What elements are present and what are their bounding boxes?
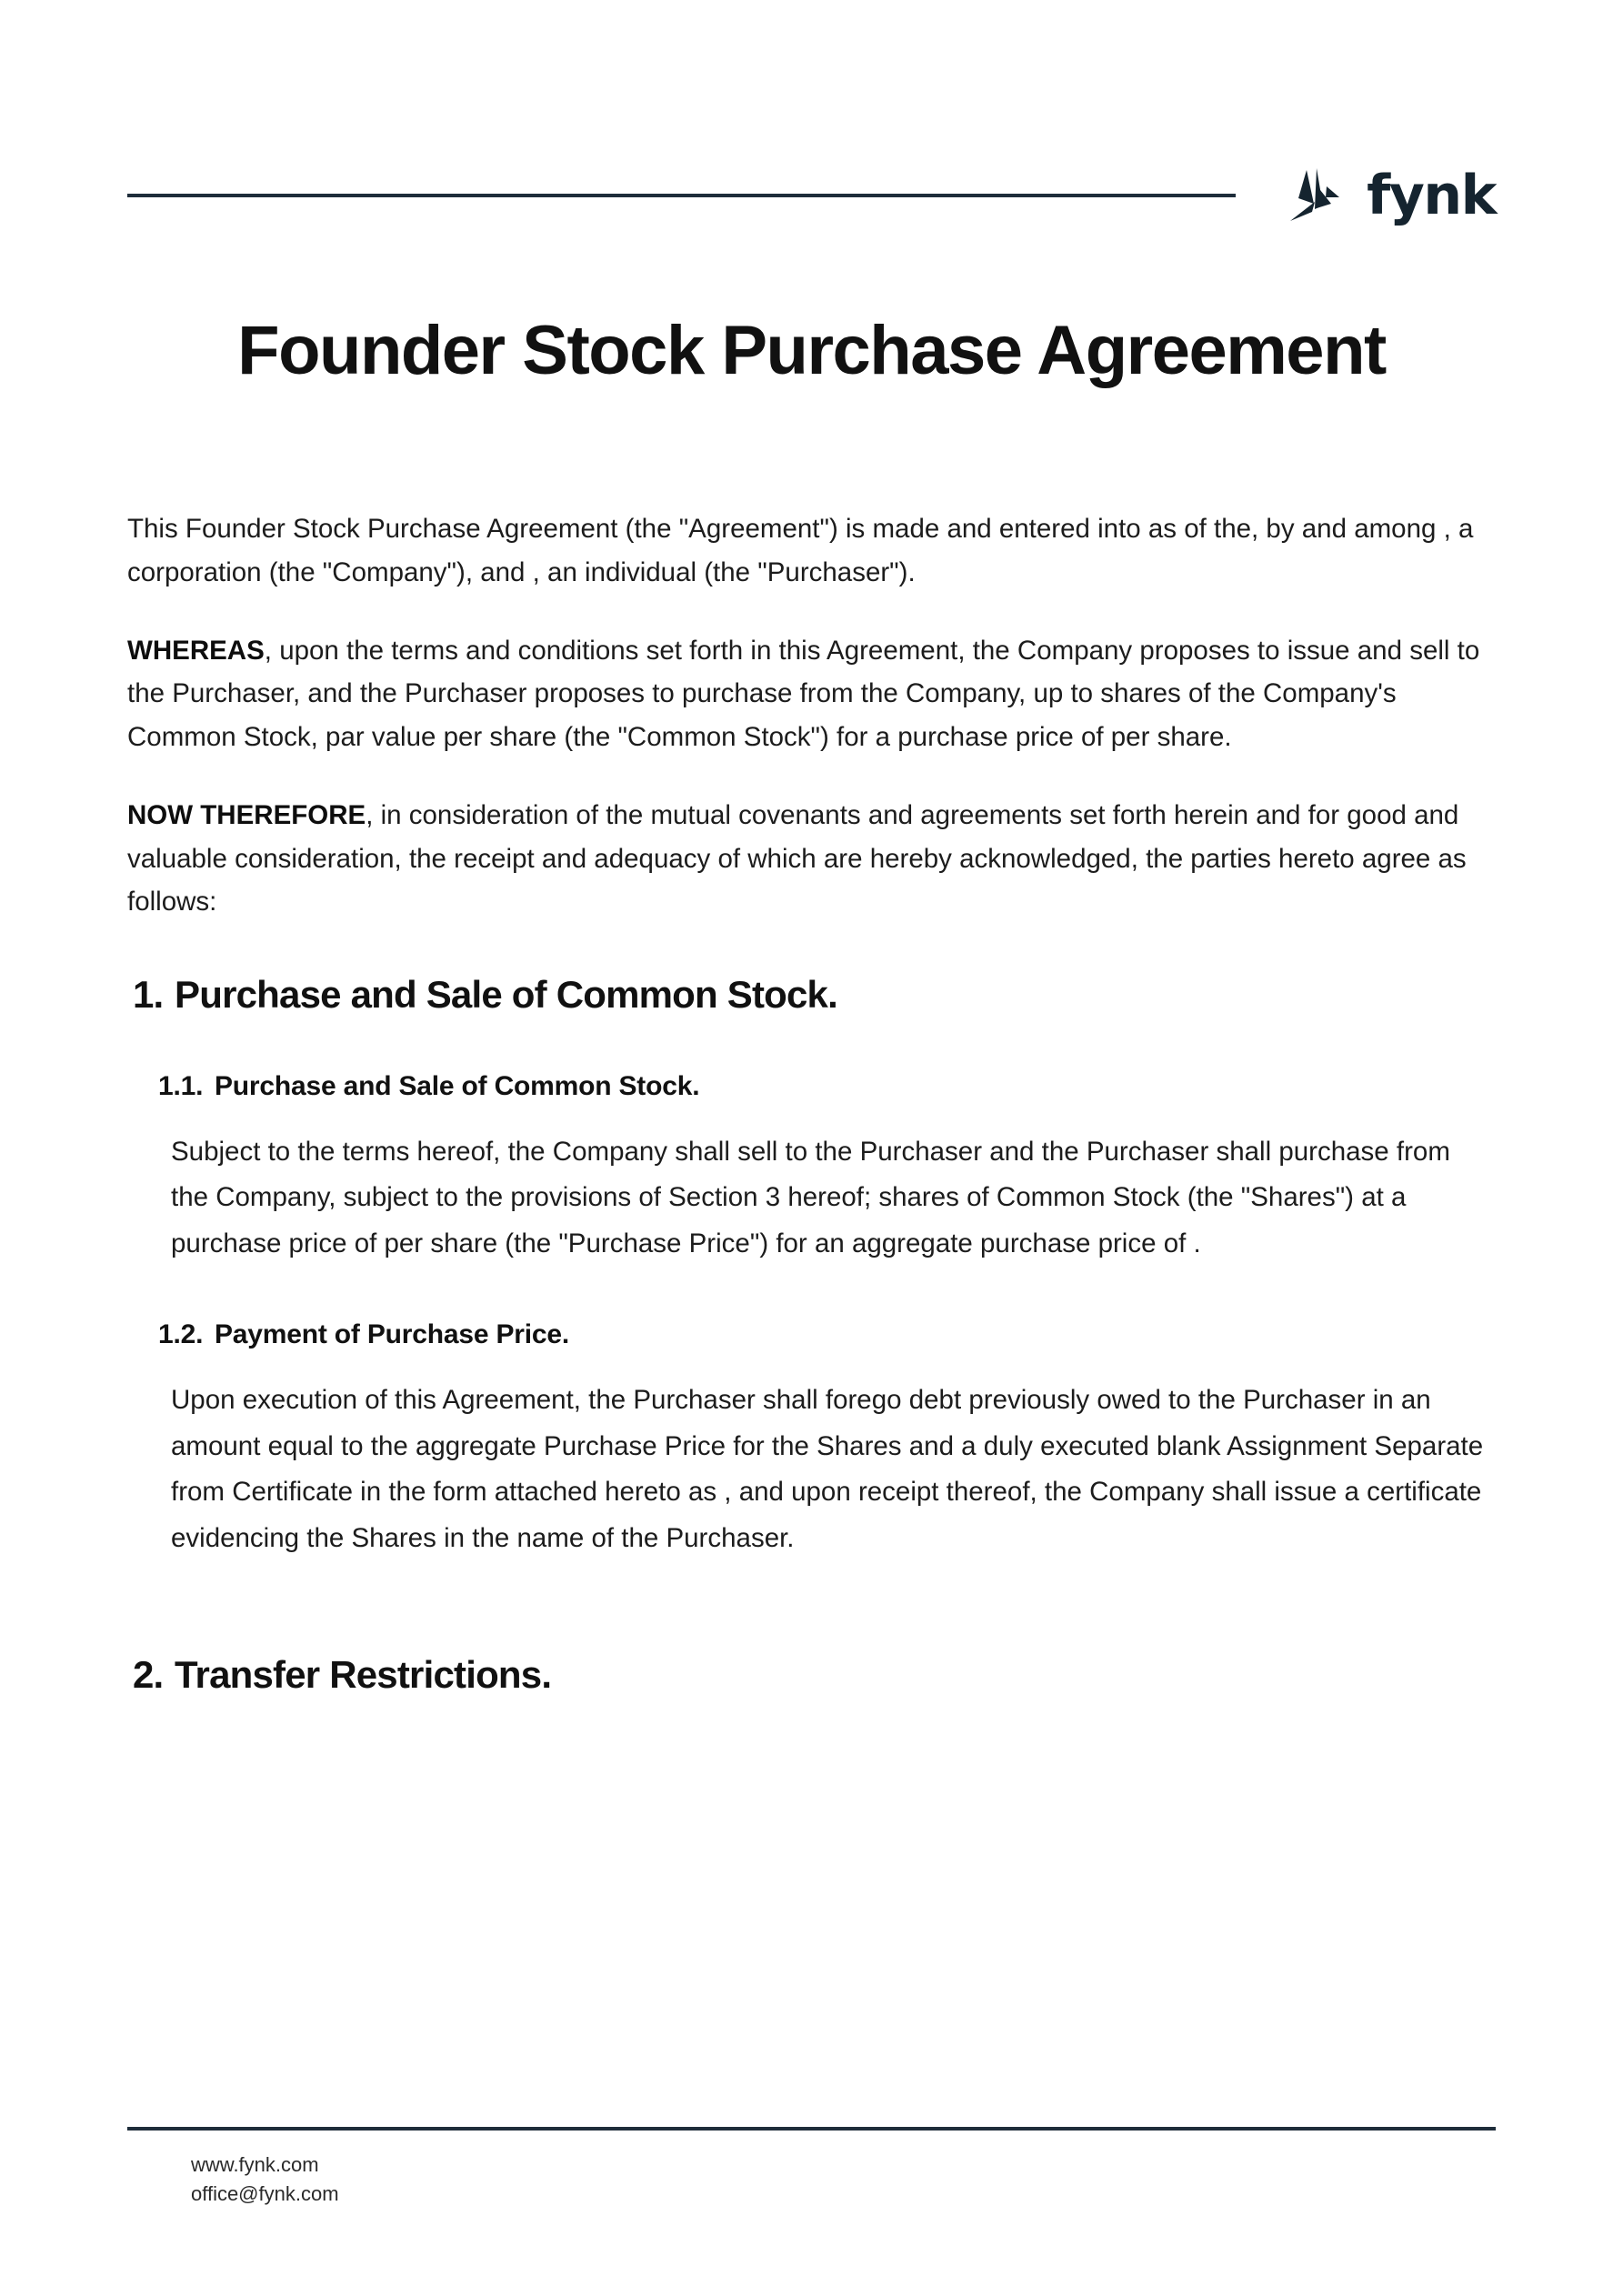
section-heading-1 [127,971,1496,1019]
section-title-1: Purchase and Sale of Common Stock. [175,973,837,1017]
subsection-title-1-1: Purchase and Sale of Common Stock. [215,1070,700,1101]
brand-logo [1287,164,1496,227]
now-therefore-paragraph [127,794,1496,924]
section-number-1: 1. [133,973,164,1017]
page-header [127,145,1496,246]
subsection-heading-1-1 [127,1068,1496,1104]
section-title-2: Transfer Restrictions. [175,1652,552,1696]
subsection-number-1-1: 1.1. [158,1070,204,1101]
whereas-text: , upon the terms and conditions set forth in this Agreement, the Company proposes to issue and sell to the Purchaser, and the Purchaser proposes to purchase from the Company, up to shares of the Company's Common Stock, par value per share (the "Common Stock") for a purchase price of per share. [127,635,1480,753]
footer-contact-block [127,2131,1496,2209]
subsection-body-1-2: Upon execution of this Agreement, the Purchaser shall forego debt previously owed to the Purchaser in an amount equal to the aggregate Purchase Price for the Shares and a duly executed blank Assignment Separate from Certificate in the form attached hereto as , and upon receipt thereof, the Company shall issue a certificate evidencing the Shares in the name of the Purchaser. [171,1384,1484,1554]
section-number-2: 2. [133,1652,164,1696]
preamble-paragraph [127,507,1496,595]
footer-website: www.fynk.com [191,2153,319,2177]
page-footer [127,2127,1496,2209]
preamble-text: This Founder Stock Purchase Agreement (the "Agreement") is made and entered into as of the, by and among , a corporation (the "Company"), and , an individual (the "Purchaser"). [127,514,1474,587]
footer-email: office@fynk.com [191,2182,339,2206]
document-title: Founder Stock Purchase Agreement [237,312,1386,389]
section-heading-2 [127,1651,1496,1699]
section-spacer [127,1562,1496,1604]
subsection-heading-1-2 [127,1317,1496,1352]
header-divider-rule [127,194,1236,197]
whereas-paragraph [127,629,1496,759]
subsection-body-1-1: Subject to the terms hereof, the Company shall sell to the Purchaser and the Purchaser shall purchase from the Company, subject to the provisions of Section 3 hereof; shares of Common Stock (the "Shares") at a purchase price of per share (the "Purchase Price") for an aggregate purchase price of . [171,1136,1450,1259]
now-therefore-text: , in consideration of the mutual covenants and agreements set forth herein and for good and valuable consideration, the receipt and adequacy of which are hereby acknowledged, the parties hereto agree as follows: [127,799,1467,917]
fynk-bird-logo-icon [1287,167,1352,224]
subsection-number-1-2: 1.2. [158,1318,204,1349]
document-body [127,507,1496,1699]
brand-wordmark: fynk [1367,164,1496,227]
now-therefore-lead: NOW THEREFORE [127,799,366,830]
subsection-title-1-2: Payment of Purchase Price. [215,1318,569,1349]
whereas-lead: WHEREAS [127,635,265,666]
